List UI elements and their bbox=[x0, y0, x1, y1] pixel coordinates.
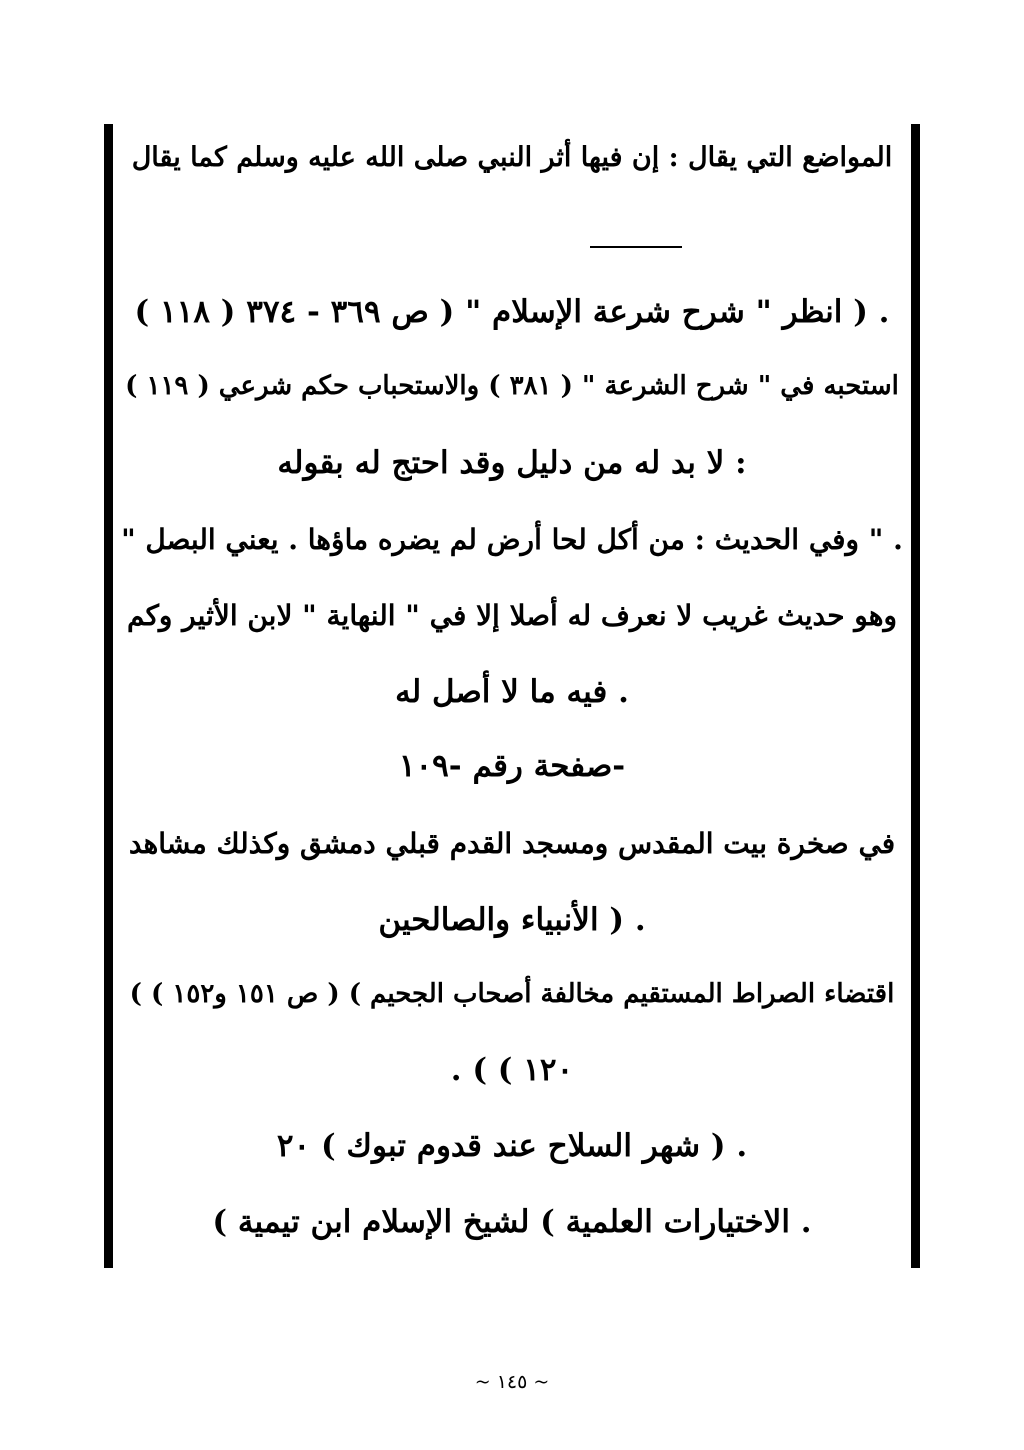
text-line-9: في صخرة بيت المقدس ومسجد القدم قبلي دمشق وكذلك مشاهد bbox=[128, 827, 896, 860]
text-line-10: . ( الأنبياء والصالحين bbox=[378, 902, 646, 938]
text-line-4: : لا بد له من دليل وقد احتج له بقوله bbox=[277, 445, 747, 481]
text-line-1: المواضع التي يقال : إن فيها أثر النبي صلى الله عليه وسلم كما يقال bbox=[131, 142, 893, 173]
text-line-11: اقتضاء الصراط المستقيم مخالفة أصحاب الجحيم ) ( ص ١٥١ و١٥٢ ) ) bbox=[129, 979, 895, 1009]
right-border-bar bbox=[911, 124, 920, 1268]
text-line-14: . الاختيارات العلمية ) لشيخ الإسلام ابن تيمية ) bbox=[212, 1204, 812, 1240]
text-line-7: . فيه ما لا أصل له bbox=[395, 674, 629, 710]
text-line-12: . ( ( ١٢٠ bbox=[450, 1052, 574, 1088]
separator-rule bbox=[590, 246, 682, 248]
text-line-3: استحبه في " شرح الشرعة " ( ٣٨١ ) والاستحباب حكم شرعي ( ١١٩ ) bbox=[125, 371, 899, 401]
text-line-8: -صفحة رقم -١٠٩ bbox=[398, 748, 626, 784]
text-line-13: . ( شهر السلاح عند قدوم تبوك ) ٢٠ bbox=[276, 1128, 748, 1164]
text-line-2: . ( انظر " شرح شرعة الإسلام " ( ص ٣٦٩ - ٣٧٤ ( ١١٨ ) bbox=[134, 294, 890, 330]
page-body bbox=[120, 0, 904, 1290]
text-line-5: . " وفي الحديث : من أكل لحا أرض لم يضره ماؤها . يعني البصل " bbox=[121, 523, 903, 556]
left-border-bar bbox=[104, 124, 113, 1268]
page-number: ~ ١٤٥ ~ bbox=[474, 1371, 550, 1393]
text-line-6: وهو حديث غريب لا نعرف له أصلا إلا في " النهاية " لابن الأثير وكم bbox=[126, 599, 898, 632]
